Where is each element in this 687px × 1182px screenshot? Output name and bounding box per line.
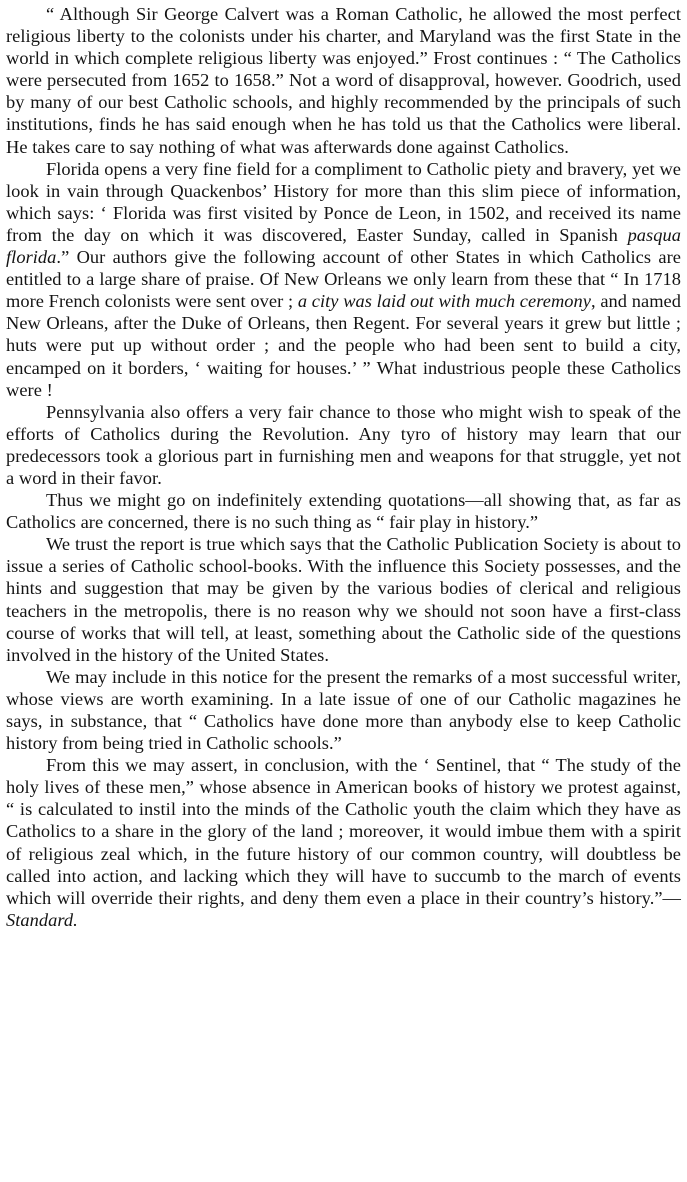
paragraph-text: .” Our authors give the following account of other States in which Catholics are entitled to a large share of praise. Of New Orleans we only learn from these that “ In 1718 more French colonists were sent over ; bbox=[6, 247, 681, 312]
paragraph-text: From this we may assert, in conclusion, with the ‘ Sentinel, that “ The study of the holy lives of these men,” whose absence in American books of history we protest against, “ is calculated to instil into the minds of the Catholic youth the claim which they have as Catholics to a share in the glory of the land ; moreover, it would imbue them with a spirit of religious zeal which, in the future history of our common country, will doubtless be called into action, and lacking which they will have to succumb to the march of events which will override their rights, and deny them even a place in their country’s history.”— bbox=[6, 755, 681, 908]
italic-phrase-city-ceremony: a city was laid out with much ceremony bbox=[297, 291, 591, 312]
paragraph-fair-play bbox=[6, 489, 681, 533]
paragraph-maryland-liberty bbox=[6, 3, 681, 158]
paragraph-pennsylvania bbox=[6, 401, 681, 489]
paragraph-text: Florida opens a very fine field for a compliment to Catholic piety and bravery, yet we look in vain through Quackenbos’ History for more than this slim piece of information, which says: ‘ Florida was first visited by Ponce de Leon, in 1502, and received its name from the day on which it was discovered, Easter Sunday, called in Spanish bbox=[6, 158, 681, 245]
paragraph-text: Thus we might go on indefinitely extending quotations—all showing that, as far as Catholics are concerned, there is no such thing as “ fair play in history.” bbox=[6, 490, 681, 533]
paragraph-florida-new-orleans bbox=[6, 158, 681, 401]
article-column bbox=[6, 3, 681, 931]
paragraph-text: , and named New Orleans, after the Duke of Orleans, then Regent. For several years it grew but little ; huts were put up without order ; and the people who had been sent to build a city, encamped on it borders, ‘ waiting for houses.’ ” What industrious people these Catholics were ! bbox=[6, 291, 682, 400]
italic-phrase-pasqua-florida: pasqua florida bbox=[6, 224, 681, 268]
paragraph-conclusion bbox=[6, 754, 681, 931]
source-attribution: Standard. bbox=[6, 909, 78, 930]
paragraph-successful-writer bbox=[6, 666, 681, 754]
paragraph-text: Pennsylvania also offers a very fair chance to those who might wish to speak of the efforts of Catholics during the Revolution. Any tyro of history may learn that our predecessors took a glorious part in furnishing men and weapons for that struggle, yet not a word in their favor. bbox=[6, 401, 681, 488]
paragraph-text: “ Although Sir George Calvert was a Roman Catholic, he allowed the most perfect religious liberty to the colonists under his charter, and Maryland was the first State in the world in which complete religious liberty was enjoyed.” Frost continues : “ The Catholics were persecuted from 1652 to 1658.” Not a word of disapproval, however. Goodrich, used by many of our best Catholic schools, and highly recommended by the principals of such institutions, finds he has said enough when he has told us that the Catholics were liberal. He takes care to say nothing of what was afterwards done against Catholics. bbox=[6, 4, 681, 157]
paragraph-text: We may include in this notice for the present the remarks of a most successful writer, whose views are worth examining. In a late issue of one of our Catholic magazines he says, in substance, that “ Catholics have done more than anybody else to keep Catholic history from being tried in Catholic schools.” bbox=[6, 666, 681, 754]
paragraph-publication-society bbox=[6, 533, 681, 666]
paragraph-text: We trust the report is true which says that the Catholic Publication Society is about to issue a series of Catholic school-books. With the influence this Society possesses, and the hints and suggestion that may be given by the various bodies of clerical and religious teachers in the metropolis, there is no reason why we should not soon have a first-class course of works that will tell, at least, something about the Catholic side of the questions involved in the history of the United States. bbox=[6, 534, 681, 665]
